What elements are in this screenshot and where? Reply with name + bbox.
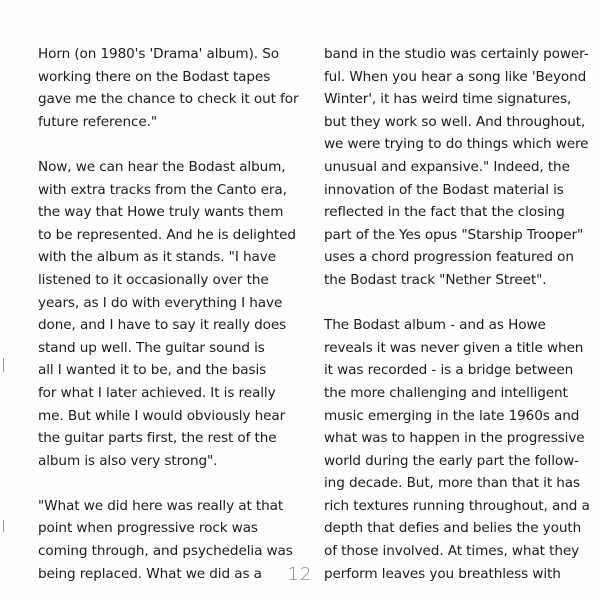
text-line: of those involved. At times, what they xyxy=(324,543,580,560)
text-line: with extra tracks from the Canto era, xyxy=(38,181,287,198)
text-line: world during the early part the follow- xyxy=(324,452,579,469)
text-line: me. But while I would obviously hear xyxy=(38,407,286,424)
text-line: listened to it occasionally over the xyxy=(38,271,269,288)
text-line: The Bodast album - and as Howe xyxy=(324,317,546,334)
text-line: the more challenging and intelligent xyxy=(324,384,568,401)
text-line: music emerging in the late 1960s and xyxy=(324,407,580,424)
text-line: uses a chord progression featured on xyxy=(324,249,574,266)
text-line: all I wanted it to be, and the basis xyxy=(38,362,267,379)
text-line: Now, we can hear the Bodast album, xyxy=(38,158,286,175)
paragraph xyxy=(38,156,300,472)
text-line: coming through, and psychedelia was xyxy=(38,543,293,560)
text-line: to be represented. And he is delighted xyxy=(38,226,296,243)
text-line: years, as I do with everything I have xyxy=(38,294,283,311)
text-line: unusual and expansive." Indeed, the xyxy=(324,158,570,175)
text-line: done, and I have to say it really does xyxy=(38,317,287,334)
text-line: for what I later achieved. It is really xyxy=(38,384,276,401)
text-line: working there on the Bodast tapes xyxy=(38,68,271,85)
text-line: Winter', it has weird time signatures, xyxy=(324,91,572,108)
text-line: perform leaves you breathless with xyxy=(324,565,561,582)
text-line: "What we did here was really at that xyxy=(38,497,284,514)
page-number: 12 xyxy=(287,564,313,585)
binding-mark xyxy=(3,358,4,372)
left-column xyxy=(38,43,300,608)
text-line: album is also very strong". xyxy=(38,452,218,469)
text-line: reflected in the fact that the closing xyxy=(324,204,565,221)
right-column xyxy=(324,43,592,608)
text-line: future reference." xyxy=(38,113,158,130)
text-line: but they work so well. And throughout, xyxy=(324,113,586,130)
binding-mark xyxy=(3,520,4,532)
paragraph xyxy=(38,43,300,133)
text-line: the Bodast track "Nether Street". xyxy=(324,271,547,288)
text-line: Horn (on 1980's 'Drama' album). So xyxy=(38,46,279,62)
paragraph xyxy=(324,314,592,585)
text-line: ing decade. But, more than that it has xyxy=(324,475,581,492)
text-line: part of the Yes opus "Starship Trooper" xyxy=(324,226,584,243)
text-line: with the album as it stands. "I have xyxy=(38,249,276,266)
text-line: rich textures running throughout, and a xyxy=(324,497,590,514)
text-line: stand up well. The guitar sound is xyxy=(38,339,265,356)
text-line: point when progressive rock was xyxy=(38,520,258,537)
text-line: being replaced. What we did as a xyxy=(38,565,262,582)
text-line: gave me the chance to check it out for xyxy=(38,91,299,108)
text-line: it was recorded - is a bridge between xyxy=(324,362,574,379)
text-line: the way that Howe truly wants them xyxy=(38,204,284,221)
text-line: the guitar parts first, the rest of the xyxy=(38,430,277,447)
text-line: we were trying to do things which were xyxy=(324,136,589,153)
text-line: reveals it was never given a title when xyxy=(324,339,584,356)
text-line: depth that defies and belies the youth xyxy=(324,520,582,537)
text-line: innovation of the Bodast material is xyxy=(324,181,564,198)
paragraph xyxy=(324,43,592,292)
text-line: ful. When you hear a song like 'Beyond xyxy=(324,68,587,85)
text-line: band in the studio was certainly power- xyxy=(324,46,589,62)
text-line: what was to happen in the progressive xyxy=(324,430,585,447)
